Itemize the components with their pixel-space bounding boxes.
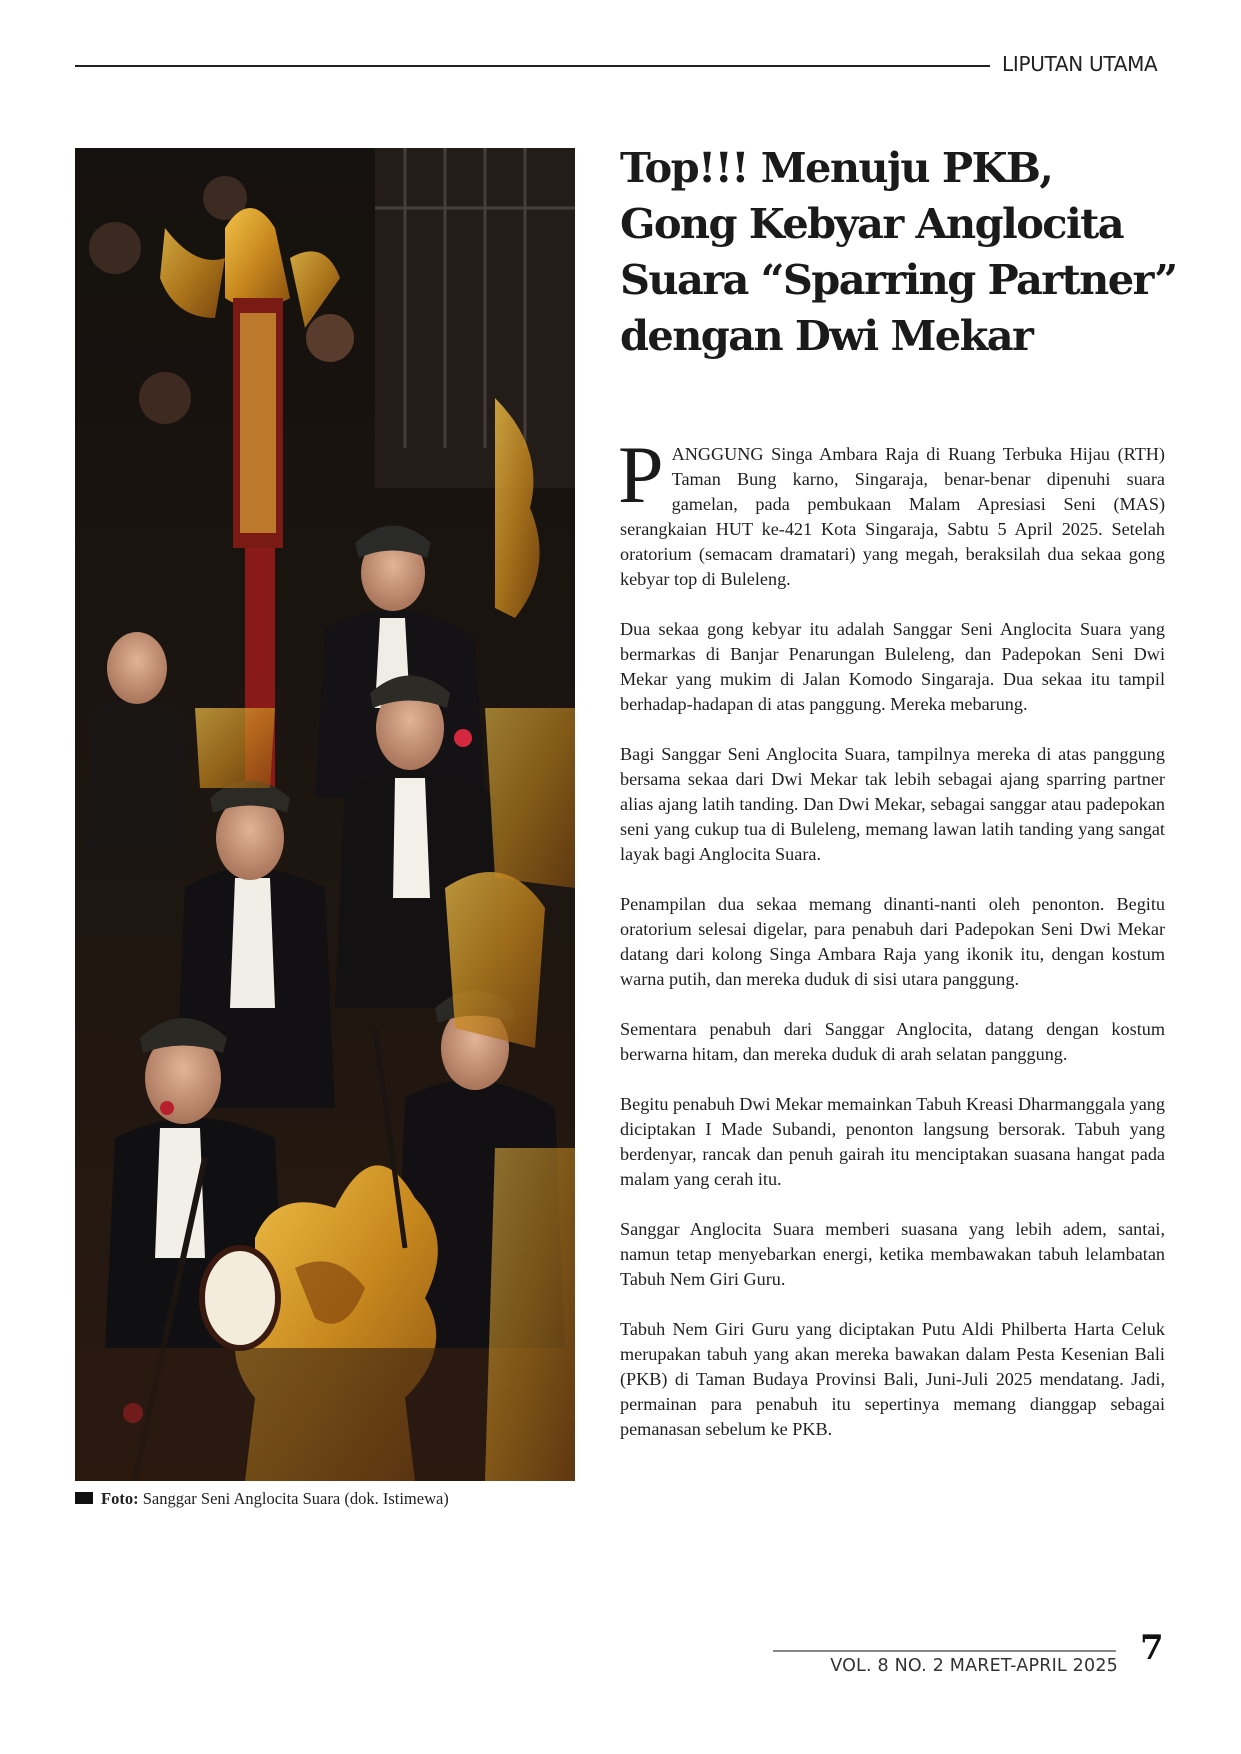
title-line: dengan Dwi Mekar — [620, 311, 1033, 360]
title-line: Gong Kebyar Anglocita — [620, 199, 1123, 248]
photo-caption — [75, 1489, 575, 1509]
body-paragraph: Sementara penabuh dari Sanggar Anglocita, datang dengan kostum berwarna hitam, dan mereka duduk di arah selatan panggung. — [620, 1019, 1165, 1064]
caption-marker-icon — [75, 1492, 93, 1504]
body-paragraph: Bagi Sanggar Seni Anglocita Suara, tampilnya mereka di atas panggung bersama sekaa dari Dwi Mekar tak lebih sebagai ajang sparring partner alias ajang latih tanding. Dan Dwi Mekar, sebagai sanggar atau padepokan seni yang cukup tua di Buleleng, memang lawan latih tanding yang sangat layak bagi Anglocita Suara. — [620, 744, 1165, 864]
drop-cap: P — [618, 429, 664, 520]
body-paragraph: Tabuh Nem Giri Guru yang diciptakan Putu Aldi Philberta Harta Celuk merupakan tabuh yang akan mereka bawakan dalam Pesta Kesenian Bali (PKB) di Taman Budaya Provinsi Bali, Juni-Juli 2025 mendatang. Jadi, permainan para penabuh itu sepertinya memang dianggap sebagai pemanasan sebelum ke PKB. — [620, 1319, 1165, 1439]
caption-label: Foto: — [101, 1489, 139, 1508]
page-number: 7 — [1140, 1628, 1164, 1668]
title-line: Suara “Sparring Partner” — [620, 255, 1177, 304]
lead-paragraph-text: ANGGUNG Singa Ambara Raja di Ruang Terbuka Hijau (RTH) Taman Bung karno, Singaraja, benar-benar dipenuhi suara gamelan, pada pembukaan Malam Apresiasi Seni (MAS) serangkaian HUT ke-421 Kota Singaraja, Sabtu 5 April 2025. Setelah oratorium (semacam dramatari) yang megah, beraksilah dua sekaa gong kebyar top di Buleleng. — [620, 444, 1165, 589]
gamelan-performers-photo — [75, 148, 575, 1481]
article-title — [620, 140, 1180, 364]
lead-paragraph — [618, 429, 1165, 592]
title-line: Top!!! Menuju PKB, — [620, 143, 1053, 192]
body-paragraph: Penampilan dua sekaa memang dinanti-nanti oleh penonton. Begitu oratorium selesai digelar, para penabuh dari Padepokan Seni Dwi Mekar datang dari kolong Singa Ambara Raja yang ikonik itu, dengan kostum warna putih, dan mereka duduk di sisi utara panggung. — [620, 894, 1165, 989]
body-paragraph: Dua sekaa gong kebyar itu adalah Sanggar Seni Anglocita Suara yang bermarkas di Banjar Penarungan Buleleng, dan Padepokan Seni Dwi Mekar yang mukim di Jalan Komodo Singaraja. Dua sekaa itu tampil berhadap-hadapan di atas panggung. Mereka mebarung. — [620, 619, 1165, 714]
article-body — [618, 429, 1165, 1467]
footer-rule — [773, 1650, 1116, 1652]
issue-info: VOL. 8 NO. 2 MARET-APRIL 2025 — [830, 1656, 1118, 1676]
body-paragraph: Begitu penabuh Dwi Mekar memainkan Tabuh Kreasi Dharmanggala yang diciptakan I Made Subandi, penonton langsung bersorak. Tabuh yang berdenyar, rancak dan penuh gairah itu menciptakan suasana hangat pada malam yang cerah itu. — [620, 1094, 1165, 1189]
header-rule — [75, 65, 990, 67]
caption-text: Sanggar Seni Anglocita Suara (dok. Istimewa) — [138, 1489, 449, 1508]
body-paragraph: Sanggar Anglocita Suara memberi suasana yang lebih adem, santai, namun tetap menyebarkan energi, ketika membawakan tabuh lelambatan Tabuh Nem Giri Guru. — [620, 1219, 1165, 1289]
article-photo — [75, 148, 575, 1481]
section-label: LIPUTAN UTAMA — [1002, 52, 1158, 76]
